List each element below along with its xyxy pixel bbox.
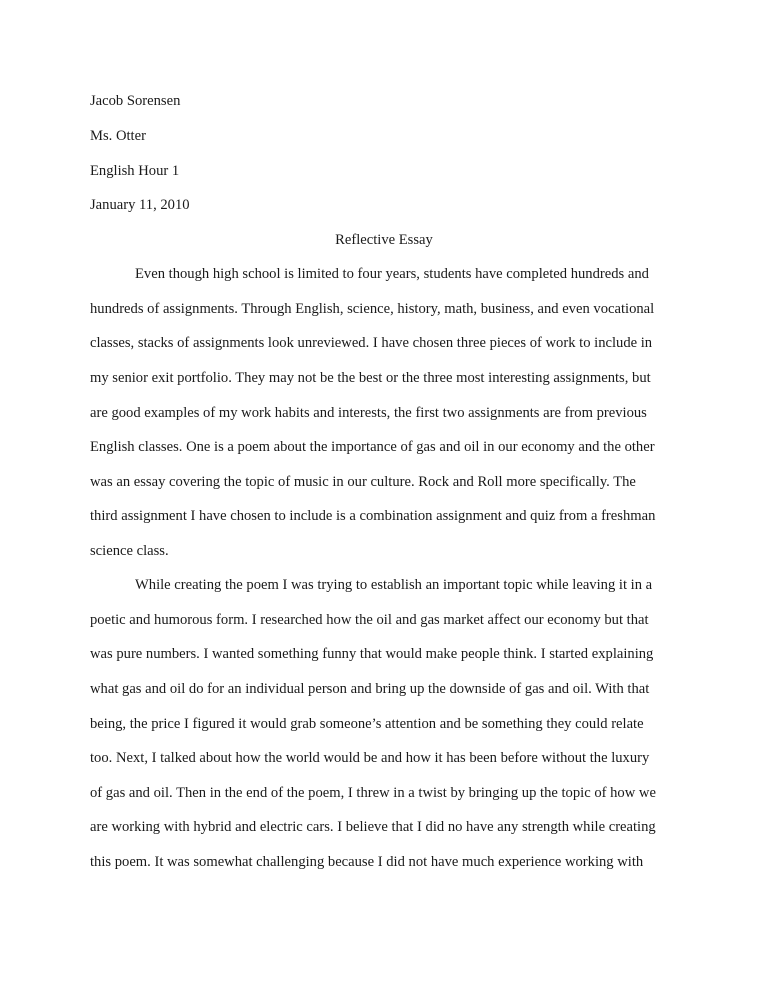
paragraph-line: too. Next, I talked about how the world would be and how it has been before without the luxury <box>90 750 650 766</box>
paragraph-line: what gas and oil do for an individual person and bring up the downside of gas and oil. With that <box>90 681 650 697</box>
paragraph-line: third assignment I have chosen to include is a combination assignment and quiz from a freshman <box>90 508 656 524</box>
paragraph-line: science class. <box>90 543 169 559</box>
paragraph-line: of gas and oil. Then in the end of the poem, I threw in a twist by bringing up the topic of how we <box>90 785 656 801</box>
paragraph-line: are working with hybrid and electric cars. I believe that I did no have any strength while creating <box>90 819 656 835</box>
essay-title: Reflective Essay <box>335 232 433 248</box>
teacher-name: Ms. Otter <box>90 128 146 144</box>
paragraph-line: poetic and humorous form. I researched how the oil and gas market affect our economy but that <box>90 612 649 628</box>
course-name: English Hour 1 <box>90 163 180 179</box>
paragraph-line: Even though high school is limited to four years, students have completed hundreds and <box>135 266 649 282</box>
paragraph-line: English classes. One is a poem about the importance of gas and oil in our economy and the other <box>90 439 655 455</box>
paragraph-line: was an essay covering the topic of music in our culture. Rock and Roll more specifically. The <box>90 474 636 490</box>
paragraph-line: my senior exit portfolio. They may not be the best or the three most interesting assignments, but <box>90 370 651 386</box>
paragraph-line: are good examples of my work habits and interests, the first two assignments are from previous <box>90 405 647 421</box>
paragraph-line: this poem. It was somewhat challenging because I did not have much experience working with <box>90 854 644 870</box>
paragraph-line: While creating the poem I was trying to establish an important topic while leaving it in a <box>135 577 653 593</box>
paragraph-line: classes, stacks of assignments look unreviewed. I have chosen three pieces of work to include in <box>90 335 653 351</box>
essay-date: January 11, 2010 <box>90 197 190 213</box>
paragraph-line: was pure numbers. I wanted something funny that would make people think. I started explaining <box>90 646 654 662</box>
paragraph-line: being, the price I figured it would grab someone’s attention and be something they could relate <box>90 716 644 732</box>
author-name: Jacob Sorensen <box>90 93 181 109</box>
paragraph-line: hundreds of assignments. Through English, science, history, math, business, and even vocational <box>90 301 655 317</box>
